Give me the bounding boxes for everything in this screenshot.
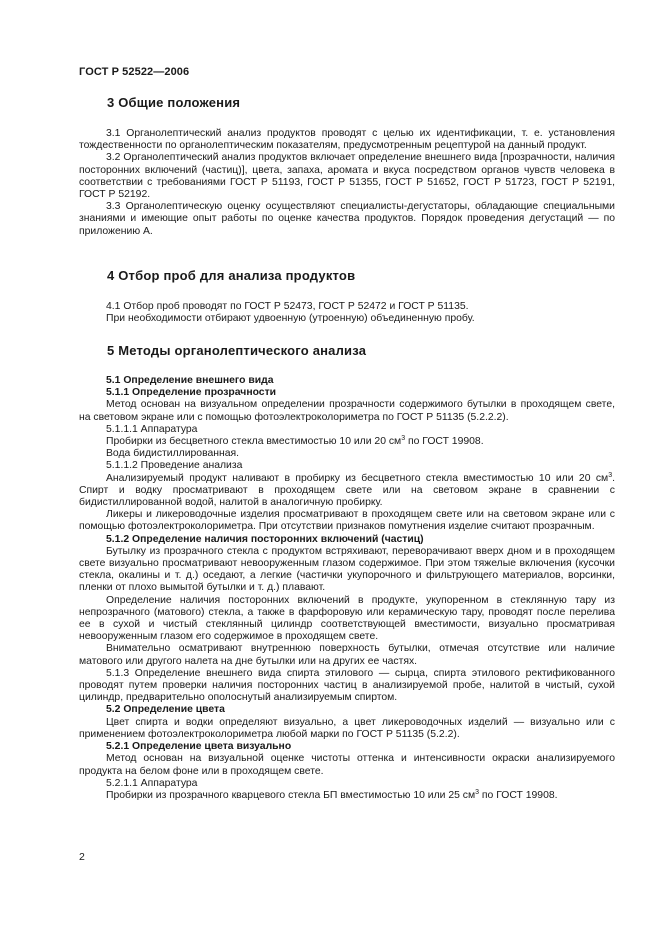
- paragraph-opaque-glass: Определение наличия посторонних включений в продукте, укупоренном в стеклянную тару из непрозрачного (матового) стекла, а также в фарфоровую или керамическую тару, проводят после перелива ее в сухой и чистый стеклянный цилиндр соответствующей вместимости, визуально просматривая невооруженным глазом его содержимое в проходящем свете.: [79, 594, 615, 643]
- section-3-title: 3 Общие положения: [107, 95, 241, 110]
- section-4-body: [79, 301, 615, 325]
- paragraph-3-2: 3.2 Органолептический анализ продуктов включает определение внешнего вида [прозрачности, наличия посторонних включений (частиц)], цвета, запаха, аромата и вкуса посредством органов чувств человека в соответствии с требованиями ГОСТ Р 51193, ГОСТ Р 51355, ГОСТ Р 51652, ГОСТ Р 51723, ГОСТ Р 52191, ГОСТ Р 52192.: [79, 152, 615, 201]
- section-3-body: [79, 128, 615, 238]
- paragraph-quartz-tubes: Пробирки из прозрачного кварцевого стекла БП вместимостью 10 или 25 $см^3$ по ГОСТ 19908.: [106, 788, 558, 801]
- section-5-body: [79, 375, 615, 802]
- section-5-title: 5 Методы органолептического анализа: [107, 343, 367, 358]
- paragraph-liqueurs: Ликеры и ликероводочные изделия просматривают в проходящем свете или на световом экране или с помощью фотоэлектроколориметра. При отсутствии признаков помутнения изделие считают прозрачным.: [79, 509, 615, 533]
- paragraph-3-3: 3.3 Органолептическую оценку осуществляют специалисты-дегустаторы, обладающие специальными знаниями и имеющие опыт работы по оценке качества продуктов. Порядок проведения дегустаций — по приложению А.: [79, 201, 615, 237]
- section-4-title: 4 Отбор проб для анализа продуктов: [107, 268, 356, 283]
- paragraph-water: Вода бидистиллированная.: [106, 448, 240, 460]
- heading-5-1-1-1: 5.1.1.1 Аппаратура: [106, 423, 198, 435]
- heading-5-1-2: 5.1.2 Определение наличия посторонних включений (частиц): [106, 533, 424, 545]
- heading-5-1-1-2: 5.1.1.2 Проведение анализа: [106, 460, 243, 472]
- page-number: 2: [79, 851, 85, 863]
- paragraph-inner-surface: Внимательно осматривают внутреннюю поверхность бутылки, отмечая отсутствие или наличие матового или другого налета на дне бутылки или на других ее частях.: [79, 643, 615, 667]
- paragraph-5-2-1: Метод основан на визуальной оценке чистоты оттенка и интенсивности окраски анализируемого продукта на белом фоне или в проходящем свете.: [79, 753, 615, 777]
- document-header: ГОСТ Р 52522—2006: [79, 66, 190, 78]
- heading-5-1: 5.1 Определение внешнего вида: [106, 375, 274, 386]
- paragraph-bottle-shake: Бутылку из прозрачного стекла с продуктом встряхивают, переворачивают вверх дном и в проходящем свете визуально просматривают невооруженным глазом содержимое. При этом тяжелые включения (кусочки стекла, окалины и т. д.) оседают, а легкие (частички укупорочного и фильтрующего материалов, ворсинки, пленки от плохо вымытой бутылки и т. д.) плавают.: [79, 545, 615, 594]
- paragraph-4-1-note: При необходимости отбирают удвоенную (утроенную) объединенную пробу.: [106, 313, 475, 325]
- heading-5-2: 5.2 Определение цвета: [106, 704, 225, 716]
- paragraph-test-tubes: Пробирки из бесцветного стекла вместимостью 10 или 20 $см^3$ по ГОСТ 19908.: [106, 435, 484, 448]
- paragraph-5-1-3: 5.1.3 Определение внешнего вида спирта этилового — сырца, спирта этилового ректификованного проводят путем проверки наличия посторонних частиц в анализируемой пробе, налитой в чистый, сухой цилиндр, предварительно ополоснутый анализируемым спиртом.: [79, 667, 615, 704]
- paragraph-analysis: Анализируемый продукт наливают в пробирку из бесцветного стекла вместимостью 10 или 20 $см^3$. Спирт и водку просматривают в проходящем свете или на световом экране в сравнении с бидистиллированной водой, налитой в аналогичную пробирку.: [79, 471, 615, 509]
- paragraph-4-1: 4.1 Отбор проб проводят по ГОСТ Р 52473, ГОСТ Р 52472 и ГОСТ Р 51135.: [106, 301, 469, 312]
- paragraph-color: Цвет спирта и водки определяют визуально, а цвет ликероводочных изделий — визуально или с применением фотоэлектроколориметра любой марки по ГОСТ Р 51135 (5.2.2).: [79, 716, 615, 740]
- paragraph-5-1-1: Метод основан на визуальном определении прозрачности содержимого бутылки в проходящем свете, на световом экране или с помощью фотоэлектроколориметра по ГОСТ Р 51135 (5.2.2.2).: [79, 399, 615, 423]
- paragraph-3-1: 3.1 Органолептический анализ продуктов проводят с целью их идентификации, т. е. установления тождественности по органолептическим показателям, предусмотренным рецептурой на данный продукт.: [79, 128, 615, 152]
- heading-5-2-1-1: 5.2.1.1 Аппаратура: [106, 777, 198, 789]
- heading-5-1-1: 5.1.1 Определение прозрачности: [106, 387, 277, 399]
- heading-5-2-1: 5.2.1 Определение цвета визуально: [106, 741, 292, 753]
